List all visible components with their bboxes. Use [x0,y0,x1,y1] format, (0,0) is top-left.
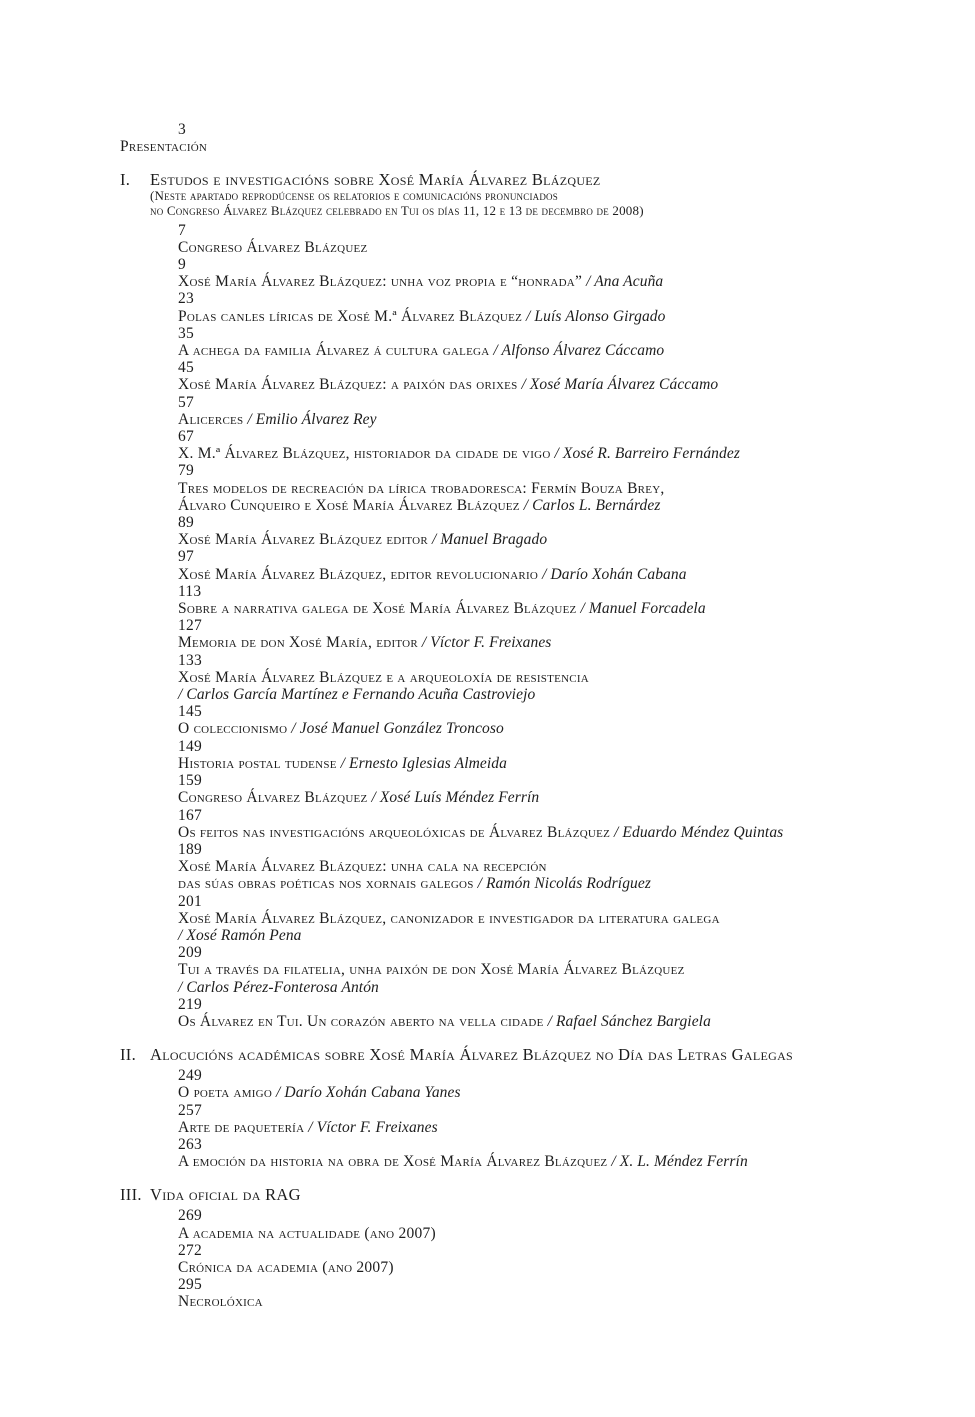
entry-line [178,755,905,772]
entry-author: / Carlos Pérez-Fonterosa Antón [178,978,379,996]
toc-entry [178,893,905,945]
entry-title-text: A academia na actualidade (ano 2007) [178,1224,436,1242]
toc-entry [178,996,905,1030]
section-heading [120,170,905,189]
entry-title-text: Xosé María Álvarez Blázquez: unha cala na recepción [178,858,547,876]
entry-author: / Xosé Luís Méndez Ferrín [367,789,540,807]
entry-page-number: 219 [178,995,202,1013]
entry-title-text: Crónica da academia (ano 2007) [178,1258,394,1276]
toc-intro [120,121,905,155]
entry-page-number: 35 [178,324,194,342]
entry-line [178,634,905,651]
entry-author: / Víctor F. Freixanes [417,634,552,652]
toc-entry [178,359,905,393]
entry-title-text: X. M.ª Álvarez Blázquez, historiador da cidade de vigo [178,445,551,463]
entry-author: / Ramón Nicolás Rodríguez [473,875,652,893]
toc-entry [178,617,905,651]
entry-title-text: Os Álvarez en Tui. Un corazón aberto na vella cidade [178,1012,544,1030]
entry-author: / Rafael Sánchez Bargiela [543,1012,711,1030]
entry-page-number: 209 [178,944,202,962]
entry-title-text: Xosé María Álvarez Blázquez e a arqueoloxía de resistencia [178,668,589,686]
entry-page-number: 113 [178,582,202,600]
entry-page-number: 257 [178,1101,202,1119]
entry-line [178,910,905,927]
entry-page-number: 159 [178,772,202,790]
entry-page-number: 7 [178,221,186,239]
section-numeral: III. [120,1185,142,1205]
entry-title-text: O poeta amigo [178,1084,273,1102]
entry-author: / Ernesto Iglesias Almeida [336,754,507,772]
toc-section [120,1185,905,1310]
section-heading [120,1045,905,1064]
toc-entry [178,703,905,737]
entry-author: / Xosé María Álvarez Cáccamo [517,376,719,394]
toc-entry [178,1102,905,1136]
toc-entry [178,428,905,462]
section-numeral: II. [120,1045,137,1065]
entry-author: / Xosé Ramón Pena [178,926,302,944]
entry-line [178,273,905,290]
entry-page-number: 201 [178,892,202,910]
section-heading [120,1185,905,1204]
entry-title-text: Arte de paquetería [178,1118,305,1136]
entry-author: / Darío Xohán Cabana Yanes [272,1084,461,1102]
section-title: Alocucións académicas sobre Xosé María Álvarez Blázquez no Día das Letras Galegas [150,1045,794,1065]
entry-page-number: 167 [178,806,202,824]
toc-entry [178,1242,905,1276]
entry-page-number: 97 [178,548,194,566]
entry-line [178,927,905,944]
toc-entry [178,738,905,772]
toc-entry [178,222,905,256]
entry-line [178,531,905,548]
entry-title-text: Os feitos nas investigacións arqueolóxicas de Álvarez Blázquez [178,823,611,841]
entry-title-text: Tui a través da filatelia, unha paixón de don Xosé María Álvarez Blázquez [178,961,685,979]
entry-line [178,1119,905,1136]
entry-line [178,669,905,686]
entry-title-text: das súas obras poéticas nos xornais galegos [178,875,474,893]
entry-line [178,686,905,703]
entry-page-number: 89 [178,514,194,532]
entry-page-number: 272 [178,1241,202,1259]
entry-list [178,222,905,1031]
entry-title-text: Historia postal tudense [178,754,337,772]
entry-line [178,1153,905,1170]
toc-entry [178,841,905,893]
entry-list [178,1067,905,1170]
entry-line [178,824,905,841]
section-note: (Neste apartado reprodúcense os relatorios e comunicacións pronunciados no Congreso Álvarez Blázquez celebrado en Tui os días 11, 12 e 13 de decembro de 2008) [150,188,644,218]
section-title: Estudos e investigacións sobre Xosé María Álvarez Blázquez [150,170,601,190]
entry-title-text: Necrolóxica [178,1293,263,1311]
entry-line [178,566,905,583]
toc-entry [178,548,905,582]
entry-title-text: Xosé María Álvarez Blázquez editor [178,531,428,549]
entry-page-number: 79 [178,462,194,480]
intro-page-number: 3 [178,121,186,138]
entry-author: / Eduardo Méndez Quintas [610,823,784,841]
toc-entry [178,1136,905,1170]
entry-list [178,1207,905,1310]
entry-author: / Luís Alonso Girgado [522,307,666,325]
entry-page-number: 249 [178,1067,202,1085]
entry-author: / Víctor F. Freixanes [304,1118,438,1136]
entry-title-text: A achega da familia Álvarez á cultura galega [178,342,490,360]
toc-entry [178,807,905,841]
entry-page-number: 263 [178,1135,202,1153]
entry-line [178,342,905,359]
entry-line [178,239,905,256]
entry-author: / José Manuel González Troncoso [287,720,504,738]
entry-author: / Carlos L. Bernárdez [519,496,661,514]
entry-title-text: O coleccionismo [178,720,288,738]
entry-title-text: Xosé María Álvarez Blázquez, canonizador e investigador da literatura galega [178,909,720,927]
entry-line [178,411,905,428]
entry-page-number: 189 [178,840,202,858]
entry-author: / Carlos García Martínez e Fernando Acuña Castroviejo [178,686,536,704]
entry-line [178,789,905,806]
entry-line [178,497,905,514]
entry-line [178,600,905,617]
toc-section [120,1045,905,1170]
entry-title-text: A emoción da historia na obra de Xosé María Álvarez Blázquez [178,1153,608,1171]
entry-title-text: Xosé María Álvarez Blázquez, editor revolucionario [178,565,539,583]
entry-author: / Darío Xohán Cabana [538,565,687,583]
entry-title-text: Congreso Álvarez Blázquez [178,238,368,256]
toc-sections [120,170,905,1310]
entry-line [178,1013,905,1030]
entry-line [178,720,905,737]
entry-title-text: Xosé María Álvarez Blázquez: a paixón das orixes [178,376,518,394]
toc-entry [178,652,905,704]
entry-title-text: Polas canles líricas de Xosé M.ª Álvarez Blázquez [178,307,523,325]
entry-line [178,1084,905,1101]
section-numeral: I. [120,170,131,190]
entry-line [178,445,905,462]
toc-section [120,170,905,1030]
entry-line [178,308,905,325]
entry-line [178,858,905,875]
entry-author: / Ana Acuña [582,273,664,291]
toc-entry [178,772,905,806]
entry-title-text: Xosé María Álvarez Blázquez: unha voz propia e “honrada” [178,273,583,291]
entry-title-text: Memoria de don Xosé María, editor [178,634,418,652]
entry-title-text: Congreso Álvarez Blázquez [178,789,368,807]
entry-line [178,1293,905,1310]
toc-entry [178,583,905,617]
toc-entry [178,290,905,324]
entry-page-number: 295 [178,1276,202,1294]
entry-line [178,480,905,497]
entry-page-number: 45 [178,359,194,377]
toc-entry [178,394,905,428]
entry-page-number: 57 [178,393,194,411]
toc-entry [178,944,905,996]
toc-entry [178,462,905,514]
toc-entry [178,1276,905,1310]
toc-entry [178,1207,905,1241]
entry-author: / Xosé R. Barreiro Fernández [550,445,740,463]
toc-entry [178,1067,905,1101]
entry-page-number: 9 [178,256,186,273]
entry-line [178,961,905,978]
entry-line [178,1225,905,1242]
entry-title-text: Tres modelos de recreación da lírica trobadoresca: Fermín Bouza Brey, [178,479,665,497]
entry-page-number: 67 [178,428,194,446]
entry-title-text: Alicerces [178,410,244,428]
entry-page-number: 145 [178,703,202,721]
entry-title-text: Álvaro Cunqueiro e Xosé María Álvarez Blázquez [178,496,520,514]
entry-author: / Emilio Álvarez Rey [243,410,377,428]
entry-line [178,979,905,996]
toc-entry [178,514,905,548]
entry-author: / X. L. Méndez Ferrín [607,1153,748,1171]
toc-entry [178,325,905,359]
entry-author: / Alfonso Álvarez Cáccamo [489,342,665,360]
entry-page-number: 23 [178,290,194,308]
entry-line [178,376,905,393]
section-title: Vida oficial da RAG [150,1185,301,1205]
intro-title: Presentación [120,138,208,156]
entry-line [178,875,905,892]
entry-page-number: 149 [178,737,202,755]
entry-page-number: 133 [178,651,202,669]
entry-author: / Manuel Bragado [427,531,548,549]
entry-page-number: 269 [178,1207,202,1225]
entry-line [178,1259,905,1276]
entry-page-number: 127 [178,617,202,635]
toc-entry [178,256,905,290]
entry-title-text: Sobre a narrativa galega de Xosé María Álvarez Blázquez [178,600,577,618]
entry-author: / Manuel Forcadela [576,600,706,618]
